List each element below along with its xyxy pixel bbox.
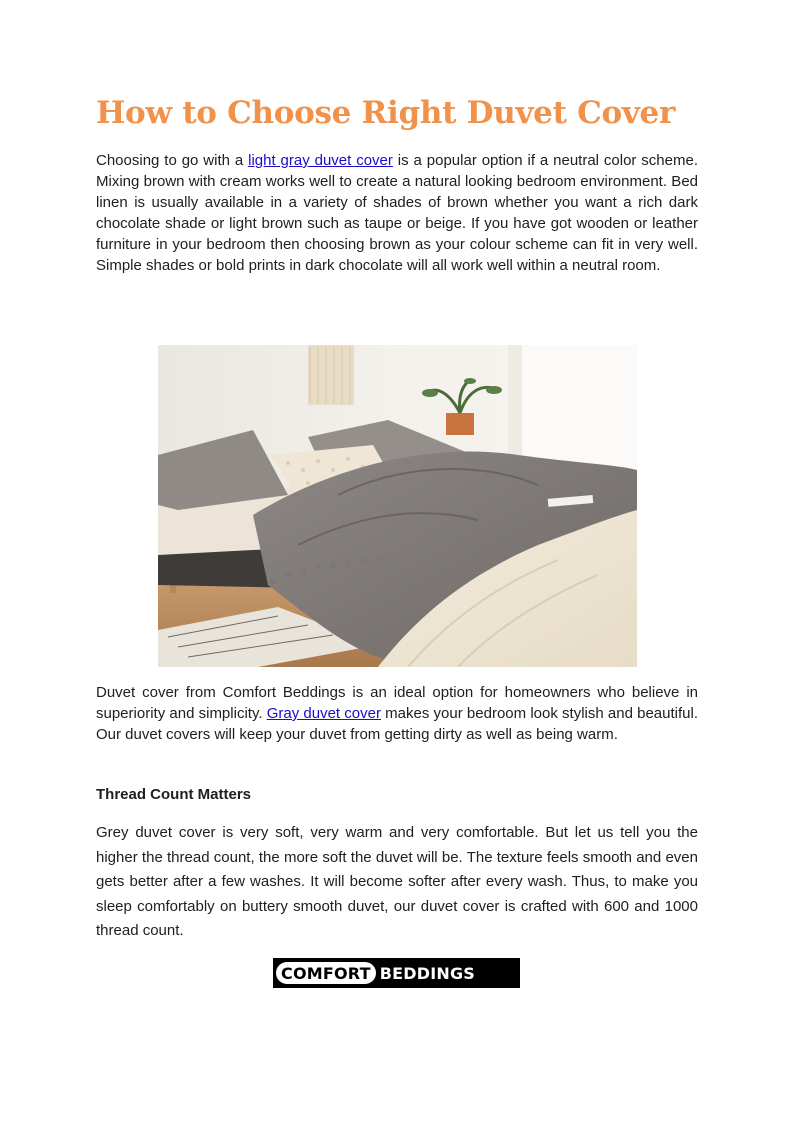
comfort-text-after-link: makes your bedroom look stylish and beautiful. Our duvet covers will keep your duvet from getting dirty as well as being warm. bbox=[96, 705, 698, 743]
thread-count-heading: Thread Count Matters bbox=[96, 786, 252, 803]
light-gray-duvet-cover-link[interactable]: light gray duvet cover bbox=[248, 152, 393, 169]
comfort-beddings-paragraph bbox=[96, 682, 698, 745]
logo-comfort-text: COMFORT bbox=[276, 962, 376, 984]
page-title: How to Choose Right Duvet Cover bbox=[95, 95, 676, 131]
thread-count-paragraph: Grey duvet cover is very soft, very warm and very comfortable. But let us tell you the higher the thread count, the more soft the duvet will be. The texture feels smooth and even gets better after a few washes. It will become softer after every wash. Thus, to make you sleep comfortably on buttery smooth duvet, our duvet cover is crafted with 600 and 1000 thread count. bbox=[96, 824, 698, 939]
intro-paragraph bbox=[96, 150, 698, 276]
intro-text-after-link: is a popular option if a neutral color scheme. Mixing brown with cream works well to create a natural looking bedroom environment. Bed linen is usually available in a variety of shades of brown whether you want a rich dark chocolate shade or light brown such as taupe or beige. If you have got wooden or leather furniture in your bedroom then choosing brown as your colour scheme can fit in very well. Simple shades or bold prints in dark chocolate will all work well within a neutral room. bbox=[96, 152, 698, 274]
logo-beddings-text: BEDDINGS bbox=[379, 963, 476, 983]
bedroom-duvet-photo bbox=[158, 345, 637, 667]
gray-duvet-cover-link[interactable]: Gray duvet cover bbox=[266, 705, 381, 722]
comfort-beddings-logo bbox=[273, 958, 520, 988]
intro-text-before-link: Choosing to go with a bbox=[96, 152, 249, 169]
comfort-text-before-link: Duvet cover from Comfort Beddings is an ideal option for homeowners who believe in superiority and simplicity. bbox=[96, 684, 698, 722]
